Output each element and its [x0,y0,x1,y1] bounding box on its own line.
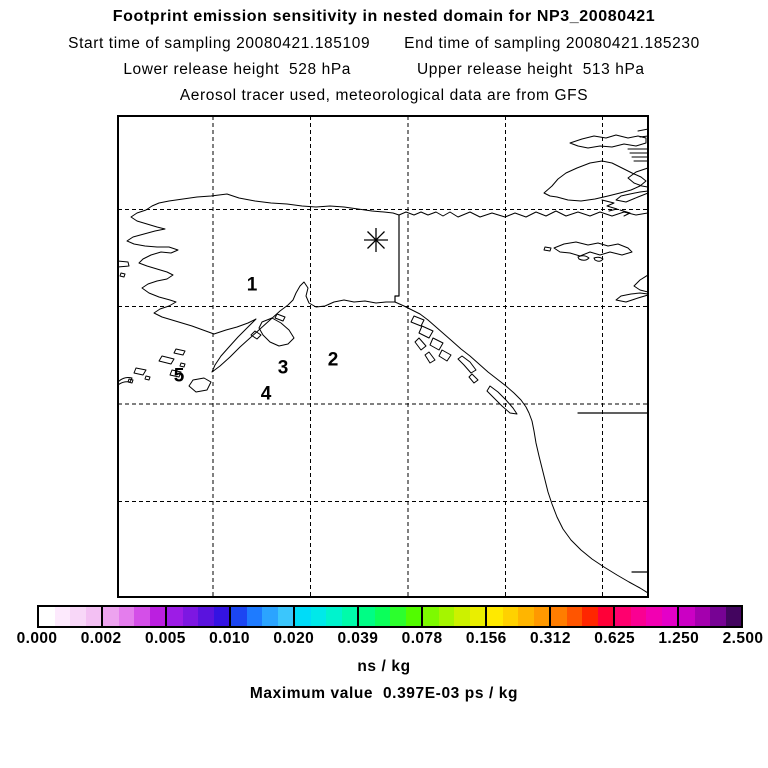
colorbar-segment [421,607,485,626]
colorbar-tick: 0.625 [594,630,636,647]
colorbar-cell [423,607,439,626]
colorbar-cell [55,607,71,626]
latlon-gridlines [118,116,648,597]
tracer-met-line: Aerosol tracer used, meteorological data are from GFS [179,87,589,104]
colorbar-segment [165,607,229,626]
colorbar-cell [214,607,230,626]
colorbar-cell [406,607,422,626]
colorbar-cell [326,607,342,626]
colorbar-cell [615,607,631,626]
colorbar-cell [134,607,150,626]
colorbar-tick: 0.002 [80,630,122,647]
coastline-kodiak-island [251,314,294,346]
colorbar-cell [487,607,503,626]
colorbar-tick: 0.078 [401,630,443,647]
colorbar-units-label: ns / kg [357,658,411,675]
colorbar-cell [695,607,711,626]
site-label-3: 3 [277,357,289,379]
site-label-5: 5 [173,365,185,387]
coastline-alaska-mainland [127,194,648,593]
colorbar-cell [646,607,662,626]
colorbar-segment [357,607,421,626]
colorbar-tick: 1.250 [658,630,700,647]
figure-title: Footprint emission sensitivity in nested domain for NP3_20080421 [112,8,656,25]
colorbar-tick: 0.020 [273,630,315,647]
colorbar-segment [293,607,357,626]
release-marker-asterisk [364,228,388,252]
coastline-arctic-islands [544,129,648,302]
lower-release-text: Lower release height 528 hPa [123,61,351,78]
colorbar-cell [342,607,358,626]
max-value-text: Maximum value 0.397E-03 ps / kg [249,685,519,702]
colorbar-cell [70,607,86,626]
colorbar-segment [613,607,677,626]
colorbar-tick: 0.010 [209,630,250,647]
coastline-aleutian-islands [118,349,211,392]
colorbar-cell [167,607,183,626]
colorbar-segment [101,607,165,626]
site-label-2: 2 [327,349,339,371]
end-time-text: End time of sampling 20080421.185230 [404,35,700,52]
colorbar-cell [454,607,470,626]
colorbar-cell [534,607,550,626]
colorbar-cell [582,607,598,626]
border-141w-line [395,215,399,302]
colorbar-cell [631,607,647,626]
colorbar-cell [39,607,55,626]
colorbar-tick: 0.156 [465,630,507,647]
colorbar-cell [679,607,695,626]
colorbar-segment [549,607,613,626]
site-labels [174,275,339,405]
colorbar-cell [359,607,375,626]
colorbar-cell [710,607,726,626]
colorbar-cell [390,607,406,626]
colorbar-segment [229,607,293,626]
colorbar-segment [485,607,549,626]
colorbar-tick: 0.039 [337,630,379,647]
colorbar-tick: 2.500 [722,630,764,647]
colorbar-cell [439,607,455,626]
colorbar-cell [278,607,294,626]
colorbar-tick: 0.312 [530,630,571,647]
colorbar-cell [375,607,391,626]
colorbar-cell [119,607,135,626]
colorbar-tick: 0.005 [144,630,186,647]
colorbar-cell [726,607,742,626]
colorbar-cell [295,607,311,626]
colorbar-segment [39,607,101,626]
colorbar-cell [567,607,583,626]
colorbar-cell [662,607,678,626]
colorbar-cell [103,607,119,626]
colorbar-cell [311,607,327,626]
colorbar-cell [551,607,567,626]
upper-release-text: Upper release height 513 hPa [417,61,645,78]
colorbar-cell [262,607,278,626]
colorbar-segment [677,607,741,626]
start-time-text: Start time of sampling 20080421.185109 [68,35,371,52]
colorbar-cell [86,607,102,626]
colorbar-tick: 0.000 [16,630,58,647]
colorbar-cell [231,607,247,626]
site-label-4: 4 [260,383,272,405]
colorbar-cell [503,607,519,626]
colorbar-cell [150,607,166,626]
colorbar-cell [247,607,263,626]
map-frame [118,116,648,597]
colorbar-cell [183,607,199,626]
coastline-southeast-archipelago [411,316,478,383]
colorbar-cell [470,607,486,626]
colorbar-cell [598,607,614,626]
coastline-left-edge-islets [118,261,129,277]
coastline-vancouver-island [487,386,517,414]
colorbar-cell [518,607,534,626]
colorbar-tick-labels [16,630,764,647]
colorbar [37,605,743,628]
colorbar-cell [198,607,214,626]
site-label-1: 1 [246,274,258,296]
